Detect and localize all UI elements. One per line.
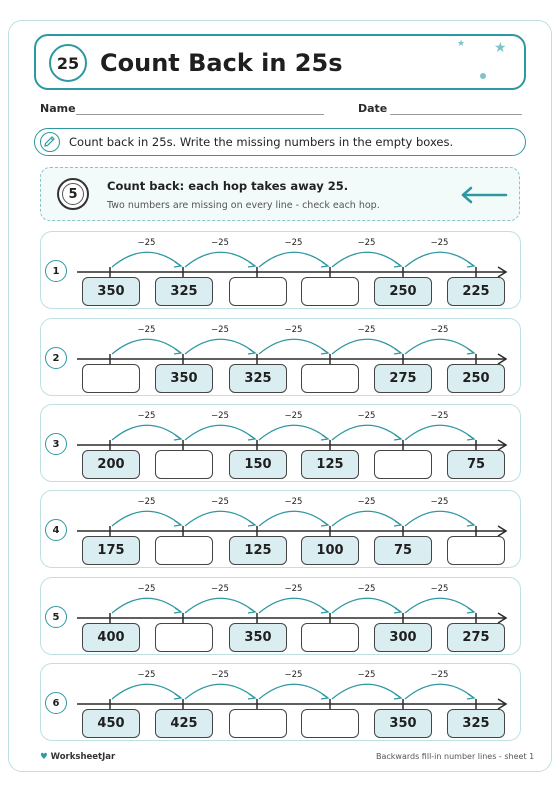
hop-arc bbox=[112, 511, 181, 526]
hop-arc bbox=[405, 511, 474, 526]
hop-arc bbox=[259, 339, 328, 354]
answer-box[interactable] bbox=[229, 277, 287, 306]
name-field[interactable] bbox=[76, 114, 324, 115]
hop-arc bbox=[259, 598, 328, 613]
hop-arc bbox=[259, 684, 328, 699]
hop-arc bbox=[332, 339, 401, 354]
hop-arc bbox=[185, 598, 255, 613]
hop-arc bbox=[332, 511, 401, 526]
hop-arc bbox=[405, 598, 474, 613]
number-box: 150 bbox=[229, 450, 287, 479]
hop-arc bbox=[405, 252, 474, 267]
exercise-number: 5 bbox=[45, 606, 67, 628]
answer-box[interactable] bbox=[155, 623, 213, 652]
answer-box[interactable] bbox=[301, 364, 359, 393]
number-box: 350 bbox=[82, 277, 140, 306]
number-box: 250 bbox=[374, 277, 432, 306]
hop-label: −25 bbox=[430, 584, 449, 594]
hop-arc bbox=[185, 339, 255, 354]
hop-arc bbox=[259, 425, 328, 440]
hop-arc bbox=[405, 425, 474, 440]
answer-box[interactable] bbox=[155, 536, 213, 565]
answer-box[interactable] bbox=[374, 450, 432, 479]
hop-arc bbox=[332, 425, 401, 440]
number-box: 325 bbox=[447, 709, 505, 738]
exercise-row bbox=[40, 490, 521, 568]
number-box: 450 bbox=[82, 709, 140, 738]
hop-arc bbox=[185, 684, 255, 699]
exercise-row bbox=[40, 318, 521, 396]
hop-label: −25 bbox=[284, 497, 303, 507]
number-box: 325 bbox=[229, 364, 287, 393]
hop-arc bbox=[332, 684, 401, 699]
hop-label: −25 bbox=[284, 584, 303, 594]
pencil-icon bbox=[40, 132, 60, 152]
hop-label: −25 bbox=[137, 238, 156, 248]
answer-box[interactable] bbox=[229, 709, 287, 738]
tip-box bbox=[40, 167, 520, 221]
hop-arc bbox=[405, 684, 474, 699]
hop-arc bbox=[405, 339, 474, 354]
tip-subtitle: Two numbers are missing on every line - check each hop. bbox=[107, 200, 380, 211]
tip-title: Count back: each hop takes away 25. bbox=[107, 179, 349, 193]
hop-label: −25 bbox=[430, 411, 449, 421]
number-box: 75 bbox=[374, 536, 432, 565]
exercise-row bbox=[40, 404, 521, 482]
hop-label: −25 bbox=[430, 238, 449, 248]
hop-arc bbox=[112, 425, 181, 440]
number-box: 400 bbox=[82, 623, 140, 652]
hop-label: −25 bbox=[211, 584, 229, 594]
hop-label: −25 bbox=[284, 325, 303, 335]
exercise-number: 6 bbox=[45, 692, 67, 714]
heart-icon: ♥ bbox=[40, 752, 48, 762]
title-badge: 25 bbox=[49, 44, 87, 82]
hop-label: −25 bbox=[211, 670, 229, 680]
hop-arc bbox=[332, 598, 401, 613]
number-box: 225 bbox=[447, 277, 505, 306]
answer-box[interactable] bbox=[82, 364, 140, 393]
brand-name: WorksheetJar bbox=[50, 752, 116, 762]
hop-label: −25 bbox=[137, 325, 156, 335]
name-date-row bbox=[40, 102, 526, 118]
number-box: 350 bbox=[374, 709, 432, 738]
hop-label: −25 bbox=[284, 411, 303, 421]
number-box: 350 bbox=[229, 623, 287, 652]
number-box: 275 bbox=[374, 364, 432, 393]
number-box: 100 bbox=[301, 536, 359, 565]
hop-arc bbox=[185, 252, 255, 267]
title-banner bbox=[34, 34, 526, 90]
hop-arc bbox=[112, 252, 181, 267]
hop-label: −25 bbox=[137, 670, 156, 680]
hop-arc bbox=[185, 511, 255, 526]
answer-box[interactable] bbox=[301, 277, 359, 306]
date-label: Date bbox=[358, 102, 388, 115]
answer-box[interactable] bbox=[301, 709, 359, 738]
answer-box[interactable] bbox=[301, 623, 359, 652]
number-box: 425 bbox=[155, 709, 213, 738]
hop-arc bbox=[112, 684, 181, 699]
exercise-row bbox=[40, 663, 521, 741]
hop-label: −25 bbox=[357, 497, 376, 507]
number-box: 200 bbox=[82, 450, 140, 479]
footer-brand bbox=[40, 752, 115, 762]
hop-label: −25 bbox=[211, 238, 229, 248]
number-box: 75 bbox=[447, 450, 505, 479]
hop-arc bbox=[112, 339, 181, 354]
footer-caption: Backwards fill-in number lines - sheet 1 bbox=[376, 752, 535, 761]
star-icon: ★ bbox=[457, 39, 466, 49]
number-box: 275 bbox=[447, 623, 505, 652]
hop-arc bbox=[259, 252, 328, 267]
date-field[interactable] bbox=[390, 114, 522, 115]
hop-arc bbox=[259, 511, 328, 526]
exercise-row bbox=[40, 577, 521, 655]
hop-label: −25 bbox=[211, 497, 229, 507]
hop-label: −25 bbox=[430, 497, 449, 507]
number-box: 125 bbox=[229, 536, 287, 565]
number-box: 125 bbox=[301, 450, 359, 479]
name-label: Name bbox=[40, 102, 76, 115]
exercise-number: 2 bbox=[45, 347, 67, 369]
hop-label: −25 bbox=[137, 584, 156, 594]
number-box: 325 bbox=[155, 277, 213, 306]
number-box: 300 bbox=[374, 623, 432, 652]
hop-label: −25 bbox=[357, 411, 376, 421]
star-icon: ★ bbox=[494, 40, 507, 56]
hop-arc bbox=[332, 252, 401, 267]
arrow-left-icon bbox=[459, 185, 509, 205]
number-box: 250 bbox=[447, 364, 505, 393]
coin-value: 5 bbox=[62, 183, 84, 205]
exercise-number: 4 bbox=[45, 519, 67, 541]
number-box: 350 bbox=[155, 364, 213, 393]
page-title: Count Back in 25s bbox=[100, 49, 343, 77]
dot-decoration bbox=[480, 73, 486, 79]
hop-label: −25 bbox=[284, 238, 303, 248]
hop-label: −25 bbox=[211, 411, 229, 421]
hop-label: −25 bbox=[137, 411, 156, 421]
hop-label: −25 bbox=[430, 325, 449, 335]
answer-box[interactable] bbox=[155, 450, 213, 479]
instruction-bar bbox=[34, 128, 526, 156]
number-box: 175 bbox=[82, 536, 140, 565]
hop-arc bbox=[112, 598, 181, 613]
hop-label: −25 bbox=[357, 238, 376, 248]
hop-label: −25 bbox=[357, 584, 376, 594]
hop-label: −25 bbox=[357, 325, 376, 335]
hop-label: −25 bbox=[357, 670, 376, 680]
hop-label: −25 bbox=[211, 325, 229, 335]
hop-label: −25 bbox=[284, 670, 303, 680]
coin-icon bbox=[57, 178, 89, 210]
exercise-number: 1 bbox=[45, 260, 67, 282]
hop-arc bbox=[185, 425, 255, 440]
answer-box[interactable] bbox=[447, 536, 505, 565]
hop-label: −25 bbox=[137, 497, 156, 507]
instruction-text: Count back in 25s. Write the missing numbers in the empty boxes. bbox=[69, 135, 454, 149]
exercise-row bbox=[40, 231, 521, 309]
hop-label: −25 bbox=[430, 670, 449, 680]
exercise-number: 3 bbox=[45, 433, 67, 455]
